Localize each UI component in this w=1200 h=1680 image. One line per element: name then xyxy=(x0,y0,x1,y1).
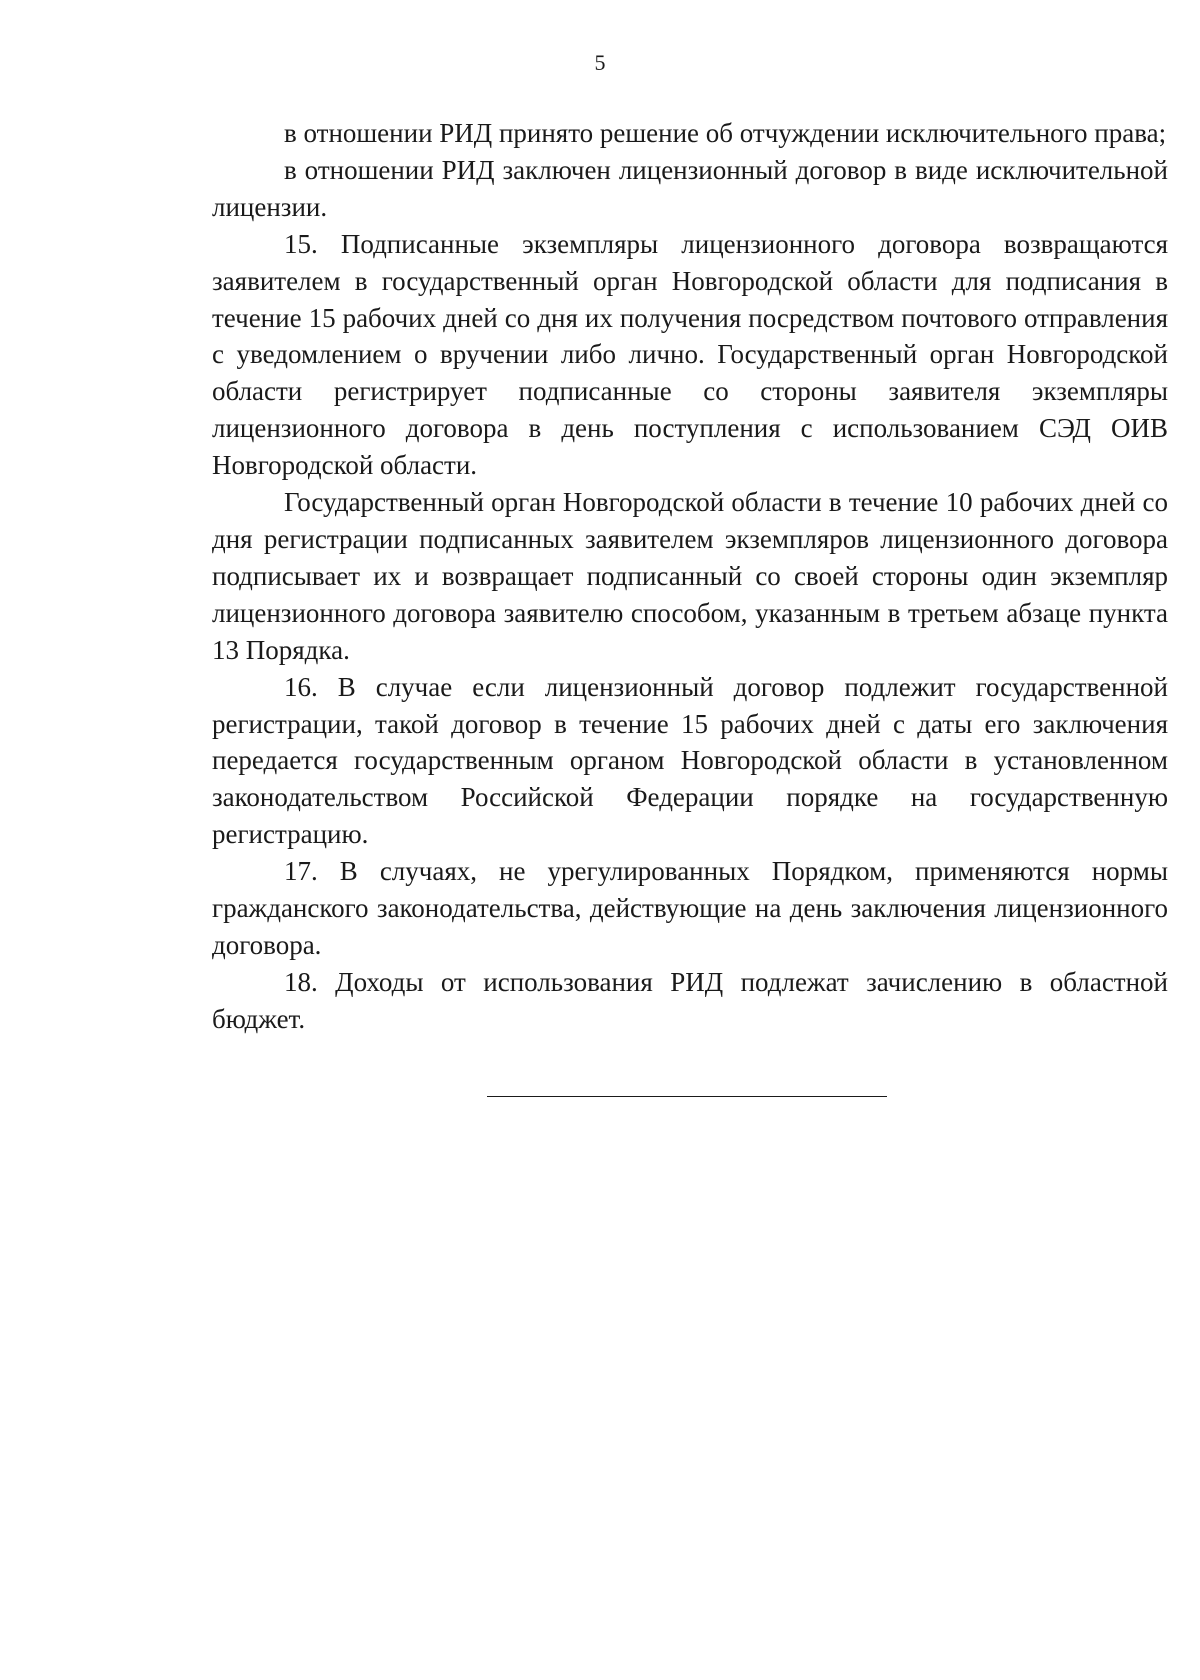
paragraph-clause-15-continued: Государственный орган Новгородской области в течение 10 рабочих дней со дня регистрации подписанных заявителем экземпляров лицензионного договора подписывает их и возвращает подписанный со своей стороны один экземпляр лицензионного договора заявителю способом, указанным в третьем абзаце пункта 13 Порядка. xyxy=(212,487,1168,665)
document-body xyxy=(212,115,1168,1038)
paragraph-exclusive-right-alienation: в отношении РИД принято решение об отчуждении исключительного права; xyxy=(284,118,1167,148)
page-number: 5 xyxy=(594,50,606,75)
paragraph-clause-16: 16. В случае если лицензионный договор подлежит государственной регистрации, такой договор в течение 15 рабочих дней с даты его заключения передается государственным органом Новгородской области в установленном законодательством Российской Федерации порядке на государственную регистрацию. xyxy=(212,671,1168,850)
paragraph-clause-18: 18. Доходы от использования РИД подлежат зачислению в областной бюджет. xyxy=(212,966,1168,1034)
closing-rule xyxy=(487,1096,887,1097)
paragraph-clause-15: 15. Подписанные экземпляры лицензионного договора возвращаются заявителем в государственный орган Новгородской области для подписания в течение 15 рабочих дней со дня их получения посредством почтового отправления с уведомлением о вручении либо лично. Государственный орган Новгородской области регистрирует подписанные со стороны заявителя экземпляры лицензионного договора в день поступления с использованием СЭД ОИВ Новгородской области. xyxy=(212,228,1168,481)
paragraph-exclusive-license: в отношении РИД заключен лицензионный договор в виде исключительной лицензии. xyxy=(212,154,1168,222)
paragraph-clause-17: 17. В случаях, не урегулированных Порядком, применяются нормы гражданского законодательства, действующие на день заключения лицензионного договора. xyxy=(212,856,1168,960)
